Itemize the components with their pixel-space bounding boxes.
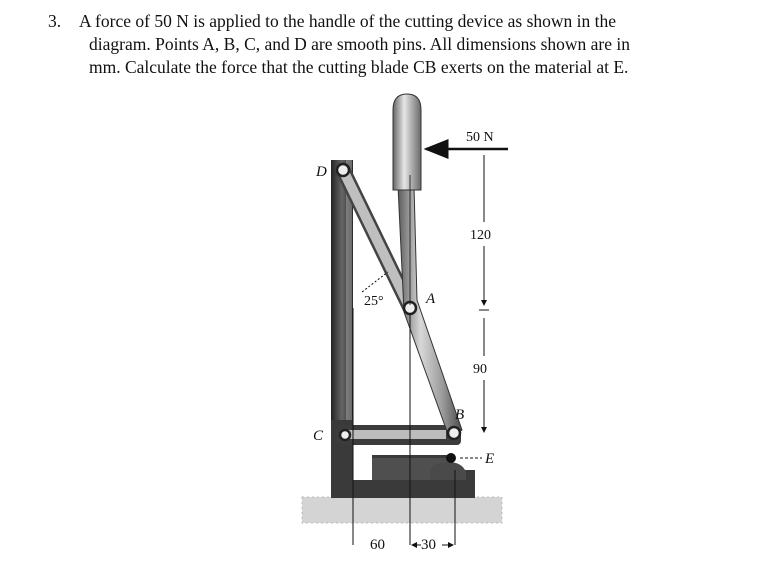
point-d-label: D xyxy=(316,164,327,180)
pin-d xyxy=(337,164,349,176)
dimension-90: 90 xyxy=(473,362,487,377)
dimension-60: 60 xyxy=(370,537,385,553)
point-b-label: B xyxy=(455,407,465,423)
problem-number: 3. xyxy=(48,11,62,31)
pin-c xyxy=(340,430,350,440)
problem-line-3: mm. Calculate the force that the cutting blade CB exerts on the material at E. xyxy=(89,57,629,77)
point-e-label: E xyxy=(485,451,495,467)
angle-label: 25° xyxy=(364,294,384,309)
problem-line-1: A force of 50 N is applied to the handle of the cutting device as shown in the xyxy=(79,11,617,31)
vertical-dimensions xyxy=(460,155,489,458)
point-a-label: A xyxy=(426,291,436,307)
cutting-blade-cb xyxy=(336,425,461,445)
dimension-30: 30 xyxy=(421,537,436,553)
point-c-label: C xyxy=(313,428,324,444)
dimension-120: 120 xyxy=(470,228,491,243)
base-plate xyxy=(302,497,502,523)
angle-arc xyxy=(362,272,388,292)
problem-line-2: diagram. Points A, B, C, and D are smooth pins. All dimensions shown are in xyxy=(89,34,631,54)
material-e xyxy=(446,453,456,463)
handle-grip xyxy=(393,94,421,190)
pin-b xyxy=(448,427,460,439)
force-label: 50 N xyxy=(466,130,494,145)
